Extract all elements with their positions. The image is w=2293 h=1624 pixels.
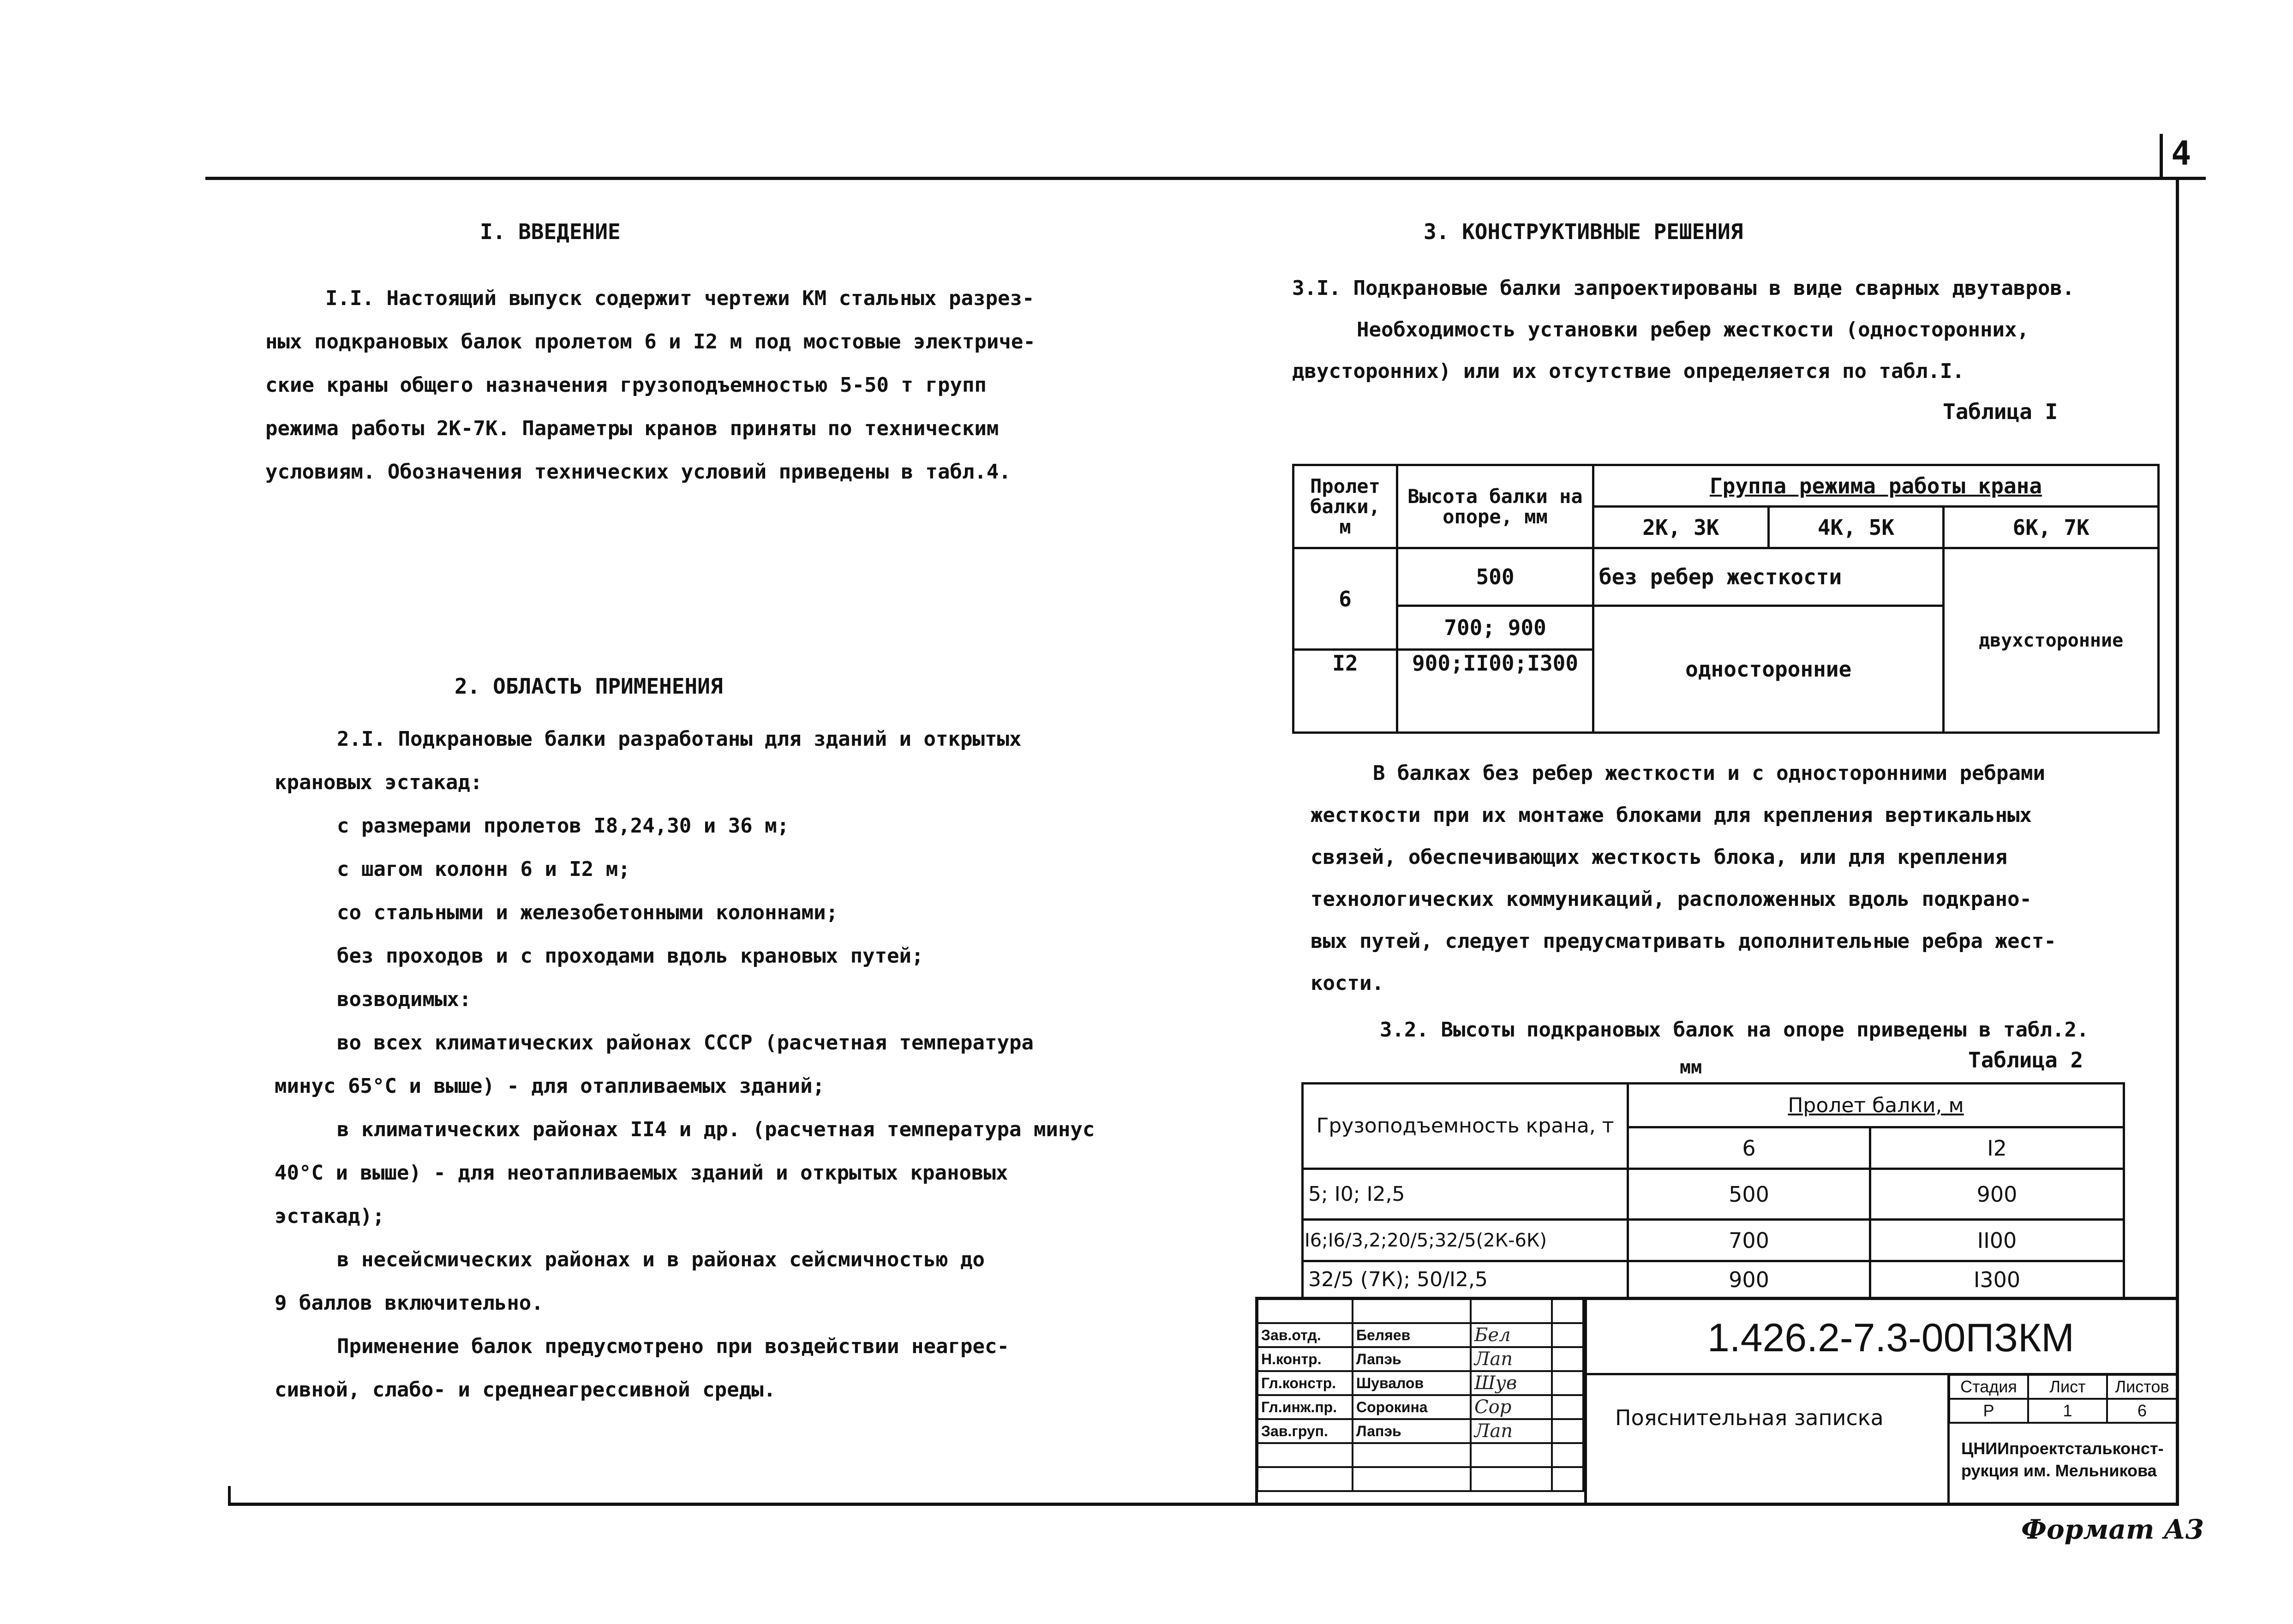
text-line: возводимых: [337,988,472,1011]
text-line: минус 65°С и выше) - для отапливаемых зданий; [275,1074,825,1098]
text-line: без проходов и с проходами вдоль крановых путей; [337,944,924,968]
t2-col-6: 6 [1628,1127,1870,1169]
person-name: Лапэь [1353,1419,1471,1443]
t1-span-6: 6 [1293,548,1397,650]
signature-image: Лап [1471,1419,1552,1443]
text-line: 40°С и выше) - для неотапливаемых зданий и открытых крановых [275,1161,1008,1185]
table-1 [1292,464,2160,734]
role: Гл.инж.пр. [1257,1395,1353,1419]
right-border [2176,177,2179,1506]
role: Зав.груп. [1257,1419,1353,1443]
t2-row-v12: II00 [1870,1220,2124,1261]
t2-row-capacity: I6;I6/3,2;20/5;32/5(2К-6К) [1303,1220,1628,1261]
sheet-number: 4 [2171,134,2191,173]
t1-two-side: двухсторонние [1944,548,2159,733]
signature-image: Сор [1471,1395,1552,1419]
table-2 [1301,1082,2125,1299]
title-block-divider [1584,1297,1587,1506]
role: Гл.констр. [1257,1371,1353,1395]
text-line: 3.I. Подкрановые балки запроектированы в виде сварных двутавров. [1292,276,2075,300]
top-border [205,177,2206,180]
stage-table [1948,1374,2178,1424]
text-line: жесткости при их монтаже блоками для крепления вертикальных [1311,803,2032,827]
section2-body [275,718,1095,1412]
text-line: с размерами пролетов I8,24,30 и 36 м; [337,814,790,838]
text-line: технологических коммуникаций, расположенных вдоль подкрано- [1311,887,2032,911]
text-line: ных подкрановых балок пролетом 6 и I2 м под мостовые электриче- [265,330,1036,354]
org-line: рукция им. Мельникова [1961,1461,2157,1480]
sheet-no-divider [2160,134,2163,177]
section1-title: I. ВВЕДЕНИЕ [480,219,621,244]
text-line: 2.I. Подкрановые балки разработаны для зданий и открытых [337,727,1022,751]
bottom-border [230,1503,2179,1506]
t1-header-group: Группа режима работы крана [1593,465,2159,507]
text-line: условиям. Обозначения технических условий приведены в табл.4. [265,460,1011,484]
document-name: Пояснительная записка [1615,1405,1884,1430]
text-line: Необходимость установки ребер жесткости (односторонних, [1357,318,2029,342]
section3-p32: 3.2. Высоты подкрановых балок на опоре приведены в табл.2. [1380,1018,2089,1042]
text-line: 9 баллов включительно. [275,1291,544,1315]
t2-row-capacity: 5; I0; I2,5 [1303,1169,1628,1220]
section2-title: 2. ОБЛАСТЬ ПРИМЕНЕНИЯ [455,674,723,699]
t1-header-span: Пролет балки, м [1293,465,1397,548]
role: Н.контр. [1257,1347,1353,1371]
t2-header-capacity: Грузоподъемность крана, т [1303,1084,1628,1169]
t1-no-ribs: без ребер жесткости [1593,548,1944,606]
t2-header-span: Пролет балки, м [1628,1084,2124,1127]
text-line: кости. [1311,971,1384,995]
t2-row-v12: I300 [1870,1261,2124,1298]
text-line: в климатических районах II4 и др. (расчетная температура минус [337,1118,1095,1141]
signature-image: Бел [1471,1323,1552,1347]
signature-image: Лап [1471,1347,1552,1371]
person-name: Лапэь [1353,1347,1471,1371]
t2-row-capacity: 32/5 (7К); 50/I2,5 [1303,1261,1628,1298]
section3-para [1311,752,2056,1004]
signature-image: Шув [1471,1371,1552,1395]
t1-one-side: односторонние [1593,606,1944,733]
t2-row-v12: 900 [1870,1169,2124,1220]
t2-row-v6: 700 [1628,1220,1870,1261]
sheet-value: 1 [2028,1399,2107,1423]
signature-table [1257,1298,1584,1492]
text-line: двусторонних) или их отсутствие определяется по табл.I. [1292,360,1964,383]
text-line: вых путей, следует предусматривать дополнительные ребра жест- [1311,929,2056,953]
person-name: Сорокина [1353,1395,1471,1419]
text-line: со стальными и железобетонными колоннами; [337,901,838,924]
section3-intro [1292,268,2074,392]
t1-header-height: Высота балки на опоре, мм [1397,465,1593,548]
org-line: ЦНИИпроектстальконст- [1961,1439,2164,1458]
text-line: с шагом колонн 6 и I2 м; [337,857,630,881]
text-line: ские краны общего назначения грузоподъемностью 5-50 т групп [265,373,987,397]
organization [1961,1438,2164,1482]
t1-group-6k7k: 6К, 7К [1944,507,2159,548]
t1-height-700: 700; 900 [1397,606,1593,650]
sheet-header: Лист [2028,1375,2107,1399]
t1-group-2k3k: 2К, 3К [1593,507,1769,548]
table1-caption: Таблица I [1943,399,2058,424]
section1-body [265,277,1036,494]
section3-title: 3. КОНСТРУКТИВНЫЕ РЕШЕНИЯ [1424,219,1743,244]
person-name: Шувалов [1353,1371,1471,1395]
table2-unit: мм [1680,1057,1702,1078]
format-label: Формат А3 [2021,1514,2204,1545]
sheets-value: 6 [2107,1399,2177,1423]
stage-header: Стадия [1949,1375,2028,1399]
text-line: эстакад); [275,1205,385,1228]
stage-value: Р [1949,1399,2028,1423]
left-border-mark [228,1486,231,1506]
t2-col-12: I2 [1870,1127,2124,1169]
t1-span-12: I2 [1293,650,1397,733]
t2-row-v6: 900 [1628,1261,1870,1298]
sheets-header: Листов [2107,1375,2177,1399]
text-line: во всех климатических районах СССР (расчетная температура [337,1031,1034,1055]
role: Зав.отд. [1257,1323,1353,1347]
t2-row-v6: 500 [1628,1169,1870,1220]
table2-caption: Таблица 2 [1968,1048,2083,1073]
document-code: 1.426.2-7.3-00ПЗКМ [1707,1316,2074,1360]
person-name: Беляев [1353,1323,1471,1347]
text-line: крановых эстакад: [275,771,483,794]
text-line: сивной, слабо- и среднеагрессивной среды. [275,1378,776,1402]
text-line: В балках без ребер жесткости и с односторонними ребрами [1373,761,2045,785]
t1-height-500: 500 [1397,548,1593,606]
text-line: Применение балок предусмотрено при воздействии неагрес- [337,1335,1009,1358]
text-line: в несейсмических районах и в районах сейсмичностью до [337,1248,985,1271]
t1-height-900: 900;II00;I300 [1397,650,1593,733]
t1-group-4k5k: 4К, 5К [1768,507,1944,548]
text-line: режима работы 2К-7К. Параметры кранов приняты по техническим [265,417,999,440]
text-line: связей, обеспечивающих жесткость блока, или для крепления [1311,845,2007,869]
text-line: I.I. Настоящий выпуск содержит чертежи КМ стальных разрез- [325,287,1035,310]
